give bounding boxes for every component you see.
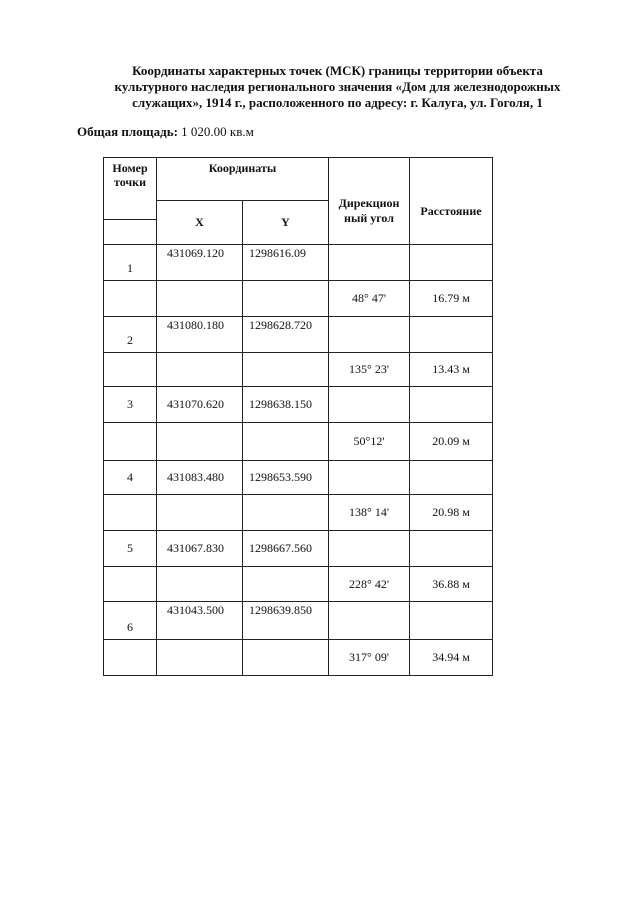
table-row (104, 640, 493, 676)
point-number: 4 (104, 461, 157, 495)
empty-cell (329, 602, 410, 640)
table-row (104, 317, 493, 353)
empty-cell (157, 353, 243, 387)
segment-angle: 317° 09' (329, 640, 410, 676)
empty-cell (329, 531, 410, 567)
empty-cell (243, 353, 329, 387)
segment-distance: 36.88 м (410, 567, 493, 602)
segment-distance: 20.09 м (410, 423, 493, 461)
table-row (104, 531, 493, 567)
table-row (104, 281, 493, 317)
header-coordinates: Координаты (157, 158, 329, 201)
point-y: 1298638.150 (243, 387, 329, 423)
coordinates-table (103, 157, 493, 676)
point-y: 1298639.850 (243, 602, 329, 640)
header-angle-line1: Дирекцион (338, 196, 400, 210)
table-row (104, 602, 493, 640)
empty-cell (157, 423, 243, 461)
empty-cell (243, 281, 329, 317)
point-y: 1298667.560 (243, 531, 329, 567)
point-number: 6 (104, 602, 157, 640)
header-angle-line2: ный угол (344, 211, 394, 225)
empty-cell (104, 567, 157, 602)
total-area-value: 1 020.00 кв.м (181, 124, 254, 139)
table-row (104, 567, 493, 602)
empty-cell (104, 640, 157, 676)
point-number: 5 (104, 531, 157, 567)
header-x: X (157, 201, 243, 245)
empty-cell (410, 531, 493, 567)
empty-cell (243, 567, 329, 602)
table-row (104, 387, 493, 423)
header-number-line1: Номер (112, 161, 148, 175)
segment-distance: 34.94 м (410, 640, 493, 676)
empty-cell (243, 495, 329, 531)
empty-cell (157, 567, 243, 602)
empty-cell (157, 281, 243, 317)
point-number: 1 (104, 245, 157, 281)
title-line-3: служащих», 1914 г., расположенного по адресу: г. Калуга, ул. Гоголя, 1 (132, 95, 543, 110)
total-area-label: Общая площадь: (77, 124, 178, 139)
segment-distance: 13.43 м (410, 353, 493, 387)
segment-angle: 48° 47' (329, 281, 410, 317)
table-row (104, 245, 493, 281)
point-x: 431080.180 (157, 317, 243, 353)
point-x: 431070.620 (157, 387, 243, 423)
segment-distance: 20.98 м (410, 495, 493, 531)
segment-angle: 135° 23' (329, 353, 410, 387)
title-line-2: культурного наследия регионального значения «Дом для железнодорожных (114, 79, 561, 94)
empty-cell (410, 245, 493, 281)
document-title (60, 63, 615, 111)
table-row (104, 495, 493, 531)
point-x: 431069.120 (157, 245, 243, 281)
point-x: 431043.500 (157, 602, 243, 640)
empty-cell (243, 640, 329, 676)
point-x: 431067.830 (157, 531, 243, 567)
empty-cell (104, 353, 157, 387)
empty-cell (104, 423, 157, 461)
empty-cell (410, 317, 493, 353)
point-y: 1298653.590 (243, 461, 329, 495)
segment-angle: 138° 14' (329, 495, 410, 531)
empty-cell (329, 461, 410, 495)
empty-cell (329, 245, 410, 281)
segment-angle: 50°12' (329, 423, 410, 461)
header-y: Y (243, 201, 329, 245)
header-point-number (104, 158, 157, 220)
point-number: 2 (104, 317, 157, 353)
total-area (77, 124, 254, 140)
empty-cell (157, 640, 243, 676)
header-number-line2: точки (113, 175, 147, 189)
empty-cell (410, 602, 493, 640)
empty-cell (104, 281, 157, 317)
empty-cell (157, 495, 243, 531)
table-row (104, 423, 493, 461)
header-direction-angle (329, 158, 410, 245)
empty-cell (104, 495, 157, 531)
header-distance: Расстояние (410, 158, 493, 245)
empty-cell (329, 387, 410, 423)
segment-distance: 16.79 м (410, 281, 493, 317)
table-header-row (104, 158, 493, 201)
table-row (104, 353, 493, 387)
header-number-spacer (104, 220, 157, 245)
point-y: 1298616.09 (243, 245, 329, 281)
point-y: 1298628.720 (243, 317, 329, 353)
empty-cell (329, 317, 410, 353)
empty-cell (243, 423, 329, 461)
point-x: 431083.480 (157, 461, 243, 495)
empty-cell (410, 387, 493, 423)
table-row (104, 461, 493, 495)
title-line-1: Координаты характерных точек (МСК) границы территории объекта (132, 63, 543, 78)
point-number: 3 (104, 387, 157, 423)
empty-cell (410, 461, 493, 495)
segment-angle: 228° 42' (329, 567, 410, 602)
